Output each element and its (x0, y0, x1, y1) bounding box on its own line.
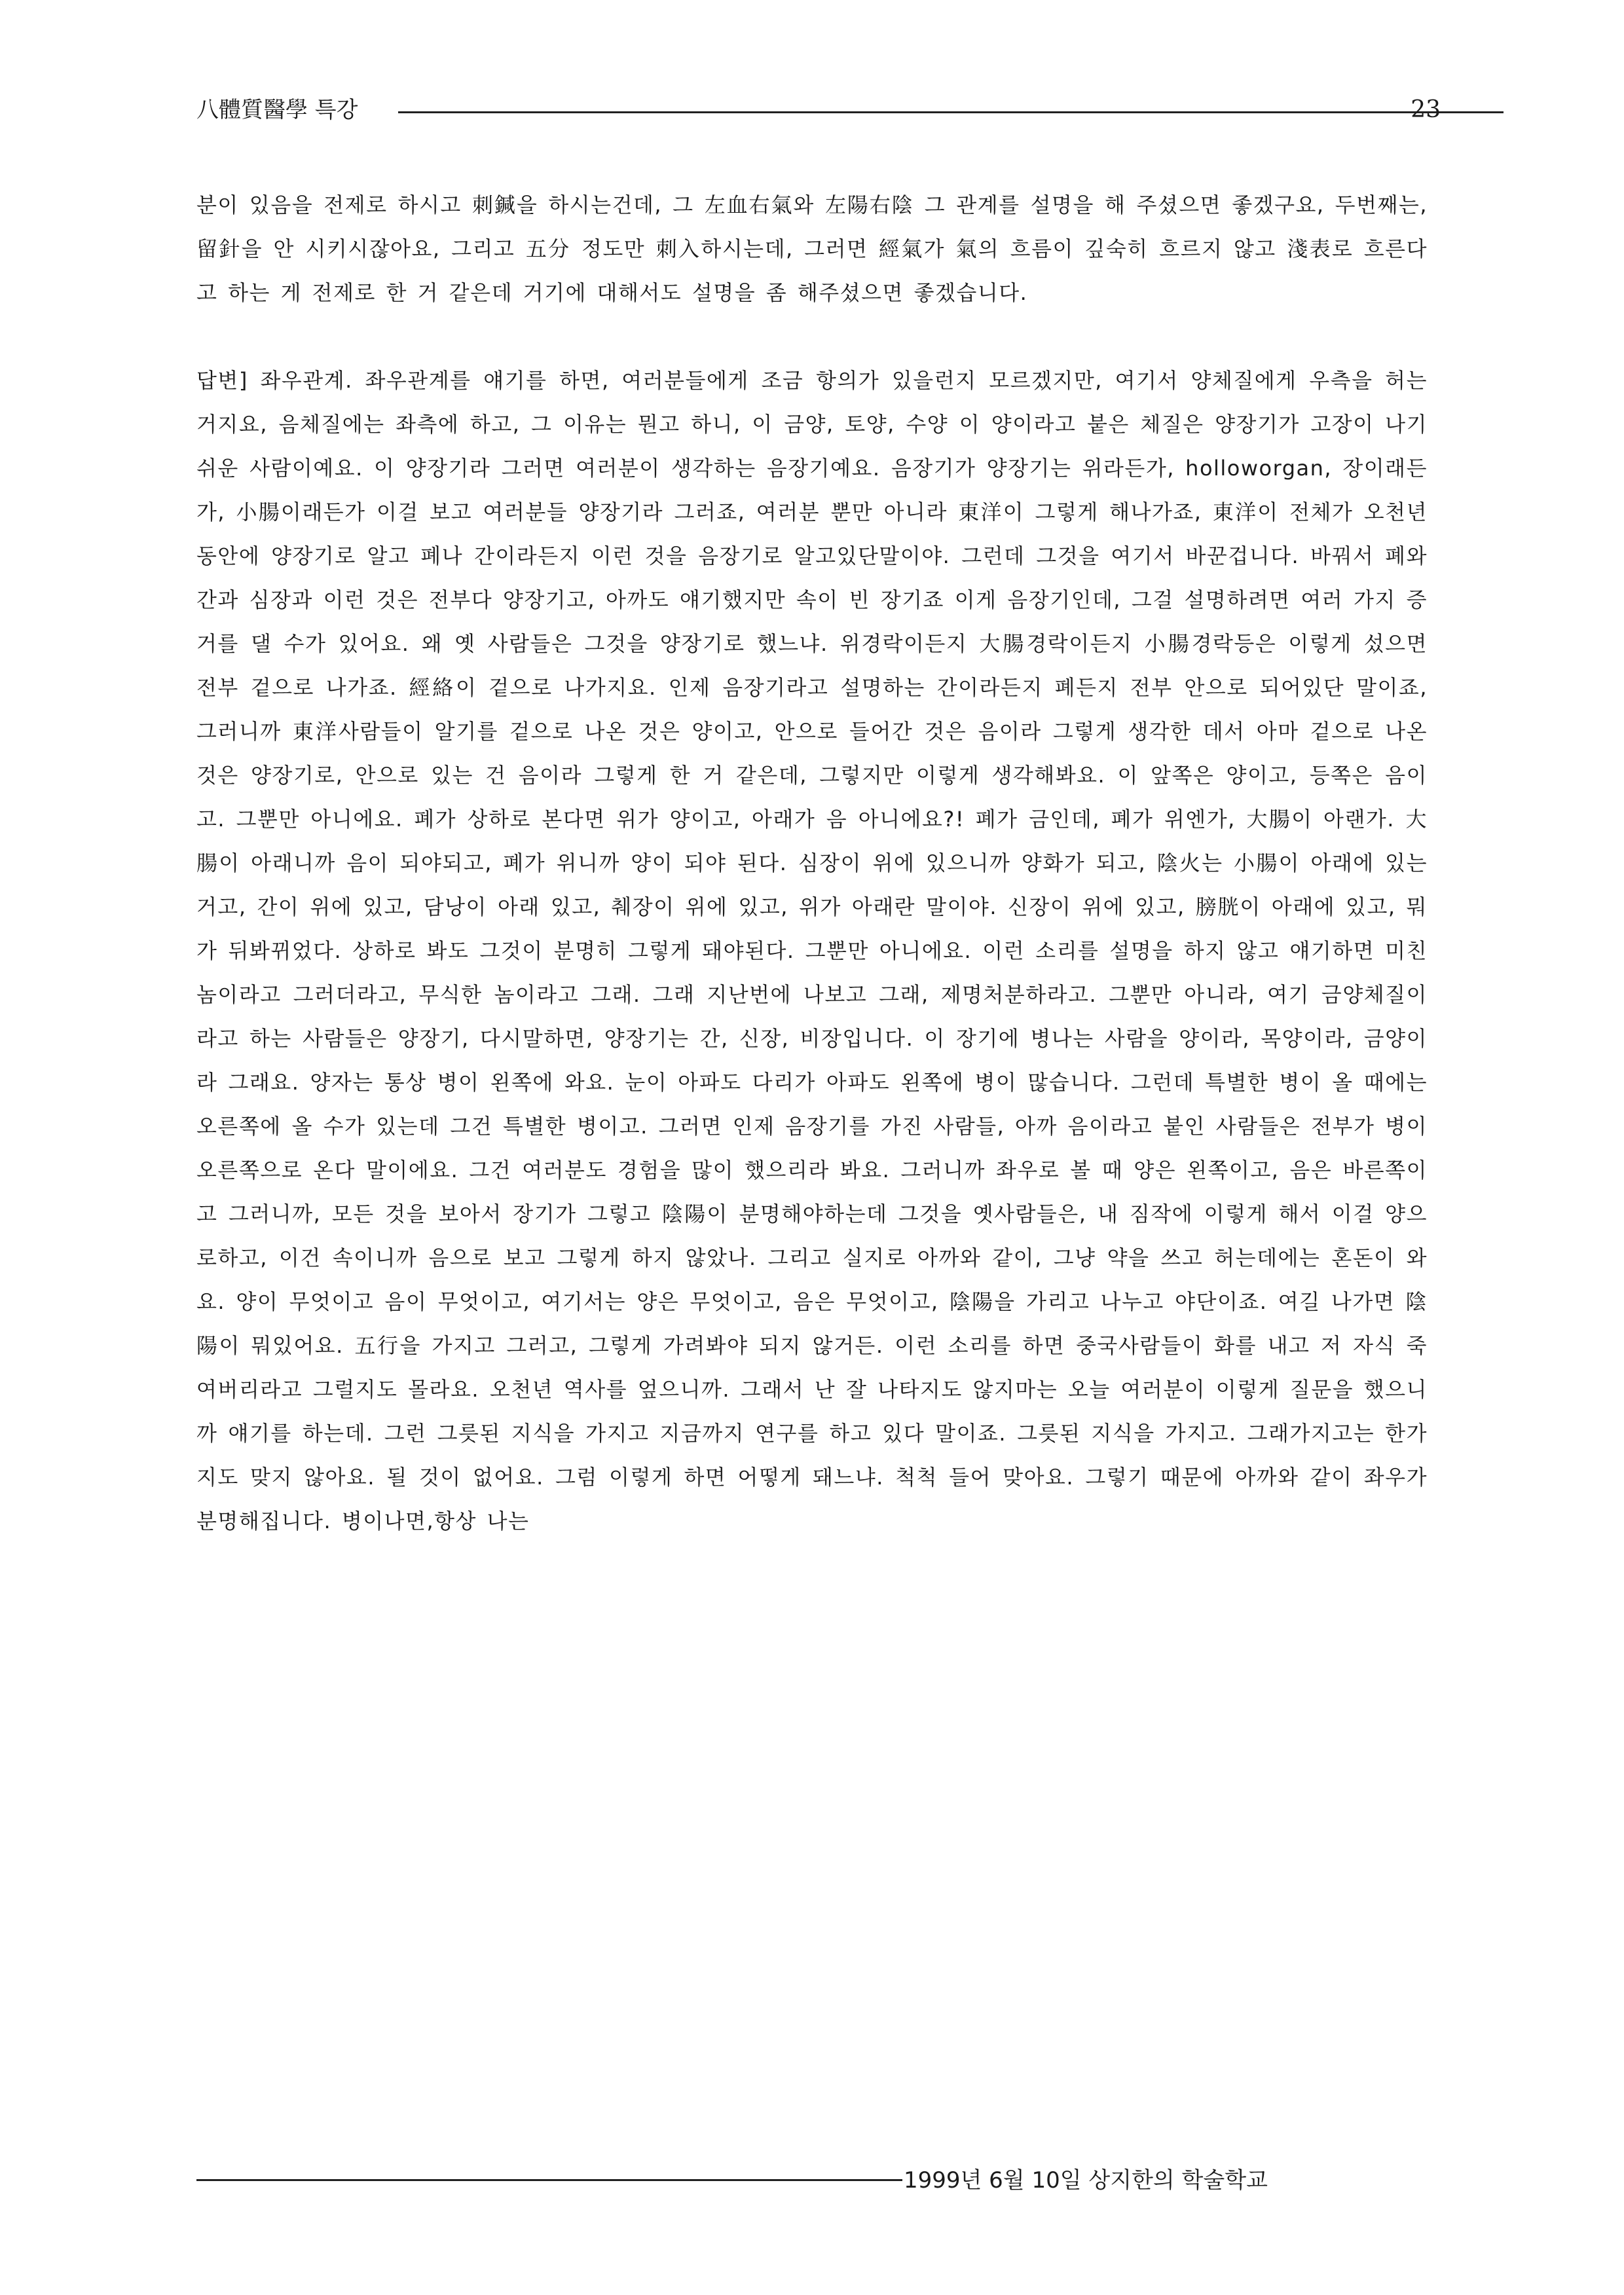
running-header-title: 八體質醫學 특강 (196, 97, 358, 123)
question-paragraph: 분이 있음을 전제로 하시고 刺鍼을 하시는건데, 그 左血右氣와 左陽右陰 그 관계를 설명을 해 주셨으면 좋겠구요, 두번째는, 留針을 안 시키시잖아요, 그리고 五分 정도만 刺入하시는데, 그러면 經氣가 氣의 흐름이 깊숙히 흐르지 않고 淺表로 흐른다고 하는 게 전제로 한 거 같은데 거기에 대해서도 설명을 좀 해주셨으면 좋겠습니다. (196, 193, 1428, 305)
answer-paragraph: 답변] 좌우관계. 좌우관계를 얘기를 하면, 여러분들에게 조금 항의가 있을런지 모르겠지만, 여기서 양체질에게 우측을 허는 거지요, 음체질에는 좌측에 하고, 그 이유는 뭔고 하니, 이 금양, 토양, 수양 이 양이라고 붙은 체질은 양장기가 고장이 나기 쉬운 사람이예요. 이 양장기라 그러면 여러분이 생각하는 음장기예요. 음장기가 양장기는 위라든가, holloworgan, 장이래든가, 小腸이래든가 이걸 보고 여러분들 양장기라 그러죠, 여러분 뿐만 아니라 東洋이 그렇게 해나가죠, 東洋이 전체가 오천년동안에 양장기로 알고 폐나 간이라든지 이런 것을 음장기로 알고있단말이야. 그런데 그것을 여기서 바꾼겁니다. 바꿔서 폐와 간과 심장과 이런 것은 전부다 양장기고, 아까도 얘기했지만 속이 빈 장기죠 이게 음장기인데, 그걸 설명하려면 여러 가지 증거를 댈 수가 있어요. 왜 옛 사람들은 그것을 양장기로 했느냐. 위경락이든지 大腸경락이든지 小腸경락등은 이렇게 섰으면 전부 겉으로 나가죠. 經絡이 겉으로 나가지요. 인제 음장기라고 설명하는 간이라든지 폐든지 전부 안으로 되어있단 말이죠, 그러니까 東洋사람들이 알기를 겉으로 나온 것은 양이고, 안으로 들어간 것은 음이라 그렇게 생각한 데서 아마 겉으로 나온 것은 양장기로, 안으로 있는 건 음이라 그렇게 한 거 같은데, 그렇지만 이렇게 생각해봐요. 이 앞쪽은 양이고, 등쪽은 음이고. 그뿐만 아니에요. 폐가 상하로 본다면 위가 양이고, 아래가 음 아니에요?! 폐가 금인데, 폐가 위엔가, 大腸이 아랜가. 大腸이 아래니까 음이 되야되고, 폐가 위니까 양이 되야 된다. 심장이 위에 있으니까 양화가 되고, 陰火는 小腸이 아래에 있는거고, 간이 위에 있고, 담낭이 아래 있고, 췌장이 위에 있고, 위가 아래란 말이야. 신장이 위에 있고, 膀胱이 아래에 있고, 뭐가 뒤봐뀌었다. 상하로 봐도 그것이 분명히 그렇게 돼야된다. 그뿐만 아니에요. 이런 소리를 설명을 하지 않고 얘기하면 미친놈이라고 그러더라고, 무식한 놈이라고 그래. 그래 지난번에 나보고 그래, 제명처분하라고. 그뿐만 아니라, 여기 금양체질이라고 하는 사람들은 양장기, 다시말하면, 양장기는 간, 신장, 비장입니다. 이 장기에 병나는 사람을 양이라, 목양이라, 금양이라 그래요. 양자는 통상 병이 왼쪽에 와요. 눈이 아파도 다리가 아파도 왼쪽에 병이 많습니다. 그런데 특별한 병이 올 때에는 오른쪽에 올 수가 있는데 그건 특별한 병이고. 그러면 인제 음장기를 가진 사람들, 아까 음이라고 붙인 사람들은 전부가 병이 오른쪽으로 온다 말이에요. 그건 여러분도 경험을 많이 했으리라 봐요. 그러니까 좌우로 볼 때 양은 왼쪽이고, 음은 바른쪽이고 그러니까, 모든 것을 보아서 장기가 그렇고 陰陽이 분명해야하는데 그것을 옛사람들은, 내 짐작에 이렇게 해서 이걸 양으로하고, 이건 속이니까 음으로 보고 그렇게 하지 않았나. 그리고 실지로 아까와 같이, 그냥 약을 쓰고 허는데에는 혼돈이 와요. 양이 무엇이고 음이 무엇이고, 여기서는 양은 무엇이고, 음은 무엇이고, 陰陽을 가리고 나누고 야단이죠. 여길 나가면 陰陽이 뭐있어요. 五行을 가지고 그러고, 그렇게 가려봐야 되지 않거든. 이런 소리를 하면 중국사람들이 화를 내고 저 자식 죽여버리라고 그럴지도 몰라요. 오천년 역사를 엎으니까. 그래서 난 잘 나타지도 않지마는 오늘 여러분이 이렇게 질문을 했으니까 얘기를 하는데. 그런 그릇된 지식을 가지고 지금까지 연구를 하고 있다 말이죠. 그릇된 지식을 가지고. 그래가지고는 한가지도 맞지 않아요. 될 것이 없어요. 그럼 이렇게 하면 어떻게 돼느냐. 척척 들어 맞아요. 그렇기 때문에 아까와 같이 좌우가 분명해집니다. 병이나면,항상 나는 (196, 368, 1428, 1533)
page-footer (196, 2161, 1428, 2200)
page-header (196, 90, 1441, 130)
page-number: 23 (1411, 96, 1441, 123)
footer-source-text: 1999년 6월 10일 상지한의 학술학교 (904, 2167, 1268, 2194)
footer-rule (196, 2179, 902, 2181)
header-rule (398, 111, 1504, 113)
body-text (196, 183, 1428, 1543)
